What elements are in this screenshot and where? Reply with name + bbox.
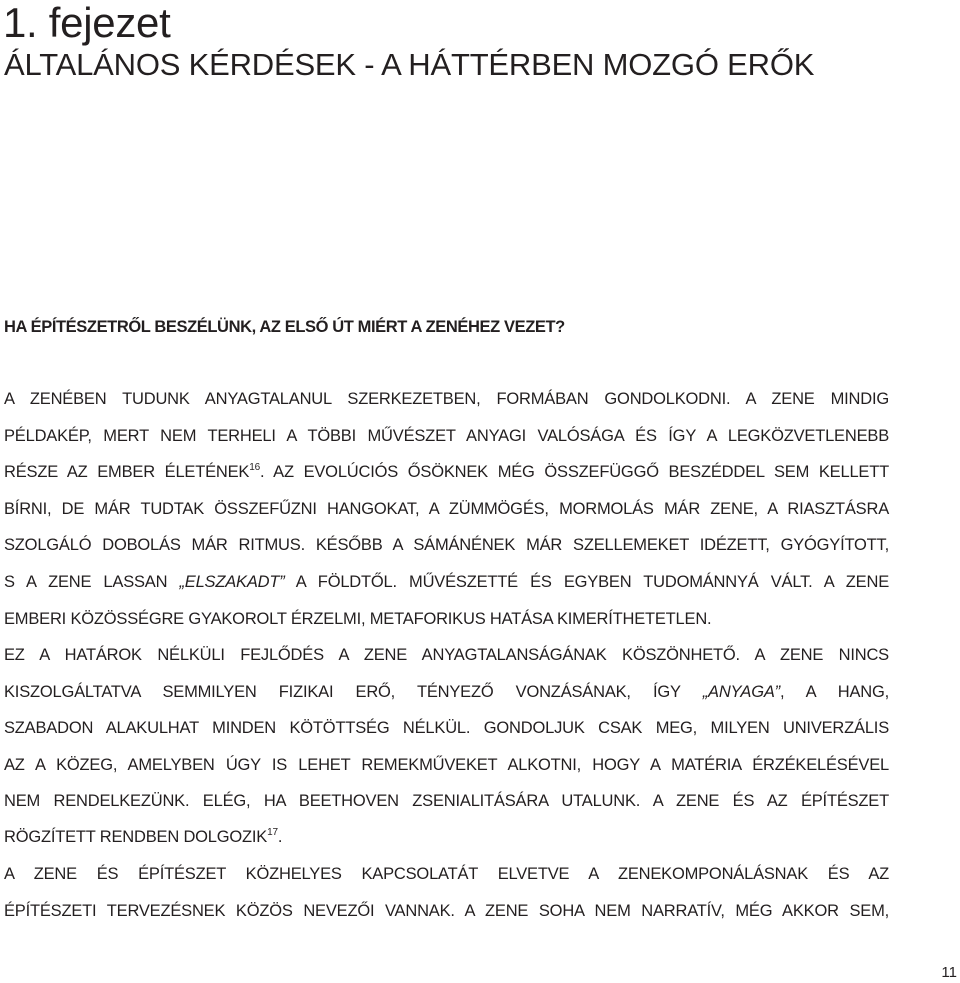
chapter-number: 1. fejezet	[3, 0, 171, 46]
body-text-span: . AZ EVOLÚCIÓS ŐSÖKNEK MÉG ÖSSZEFÜGGŐ BESZÉDDEL SEM KELLETT	[259, 463, 889, 481]
footnote-ref-17: 17	[267, 827, 278, 838]
body-text-span: S A ZENE LASSAN	[4, 573, 180, 591]
body-line-5: SZOLGÁLÓ DOBOLÁS MÁR RITMUS. KÉSŐBB A SÁMÁNÉNEK MÁR SZELLEMEKET IDÉZETT, GYÓGYÍTOTT,	[4, 536, 889, 554]
emphasis-elszakadt: „ELSZAKADT”	[179, 573, 285, 591]
body-text-span: RÉSZE AZ EMBER ÉLETÉNEK	[4, 463, 250, 481]
body-line-7: EMBERI KÖZÖSSÉGRE GYAKOROLT ÉRZELMI, METAFORIKUS HATÁSA KIMERÍTHETETLEN.	[4, 610, 712, 628]
body-line-1: A ZENÉBEN TUDUNK ANYAGTALANUL SZERKEZETBEN, FORMÁBAN GONDOLKODNI. A ZENE MINDIG	[4, 390, 889, 408]
body-line-14: A ZENE ÉS ÉPÍTÉSZET KÖZHELYES KAPCSOLATÁT ELVETVE A ZENEKOMPONÁLÁSNAK ÉS AZ	[4, 865, 889, 883]
body-line-8: EZ A HATÁROK NÉLKÜLI FEJLŐDÉS A ZENE ANYAGTALANSÁGÁNAK KÖSZÖNHETŐ. A ZENE NINCS	[4, 646, 889, 664]
chapter-title: ÁLTALÁNOS KÉRDÉSEK - A HÁTTÉRBEN MOZGÓ ERŐK	[4, 47, 815, 82]
footnote-ref-16: 16	[249, 462, 260, 473]
body-text-span: RÖGZÍTETT RENDBEN DOLGOZIK	[4, 828, 268, 846]
section-heading: HA ÉPÍTÉSZETRŐL BESZÉLÜNK, AZ ELSŐ ÚT MIÉRT A ZENÉHEZ VEZET?	[4, 318, 565, 336]
body-line-12: NEM RENDELKEZÜNK. ELÉG, HA BEETHOVEN ZSENIALITÁSÁRA UTALUNK. A ZENE ÉS AZ ÉPÍTÉSZET	[4, 792, 889, 810]
body-line-11: AZ A KÖZEG, AMELYBEN ÚGY IS LEHET REMEKMŰVEKET ALKOTNI, HOGY A MATÉRIA ÉRZÉKELÉSÉVEL	[4, 756, 889, 774]
body-text-span: A FÖLDTŐL. MŰVÉSZETTÉ ÉS EGYBEN TUDOMÁNNYÁ VÁLT. A ZENE	[284, 573, 889, 591]
body-line-4: BÍRNI, DE MÁR TUDTAK ÖSSZEFŰZNI HANGOKAT, A ZÜMMÖGÉS, MORMOLÁS MÁR ZENE, A RIASZTÁSRA	[4, 500, 889, 518]
body-line-9	[4, 681, 889, 703]
body-text-span: KISZOLGÁLTATVA SEMMILYEN FIZIKAI ERŐ, TÉNYEZŐ VONZÁSÁNAK, ÍGY	[4, 683, 703, 701]
body-line-10: SZABADON ALAKULHAT MINDEN KÖTÖTTSÉG NÉLKÜL. GONDOLJUK CSAK MEG, MILYEN UNIVERZÁLIS	[4, 719, 889, 737]
body-line-15: ÉPÍTÉSZETI TERVEZÉSNEK KÖZÖS NEVEZŐI VANNAK. A ZENE SOHA NEM NARRATÍV, MÉG AKKOR SEM,	[4, 902, 889, 920]
page-number: 11	[941, 964, 957, 981]
body-line-13	[4, 826, 889, 848]
body-line-3	[4, 461, 889, 483]
emphasis-anyaga: „ANYAGA”	[702, 683, 780, 701]
body-line-2: PÉLDAKÉP, MERT NEM TERHELI A TÖBBI MŰVÉSZET ANYAGI VALÓSÁGA ÉS ÍGY A LEGKÖZVETLENEBB	[4, 427, 889, 445]
body-text-span: , A HANG,	[779, 683, 889, 701]
body-text-span: .	[277, 828, 283, 846]
body-line-6	[4, 571, 889, 593]
